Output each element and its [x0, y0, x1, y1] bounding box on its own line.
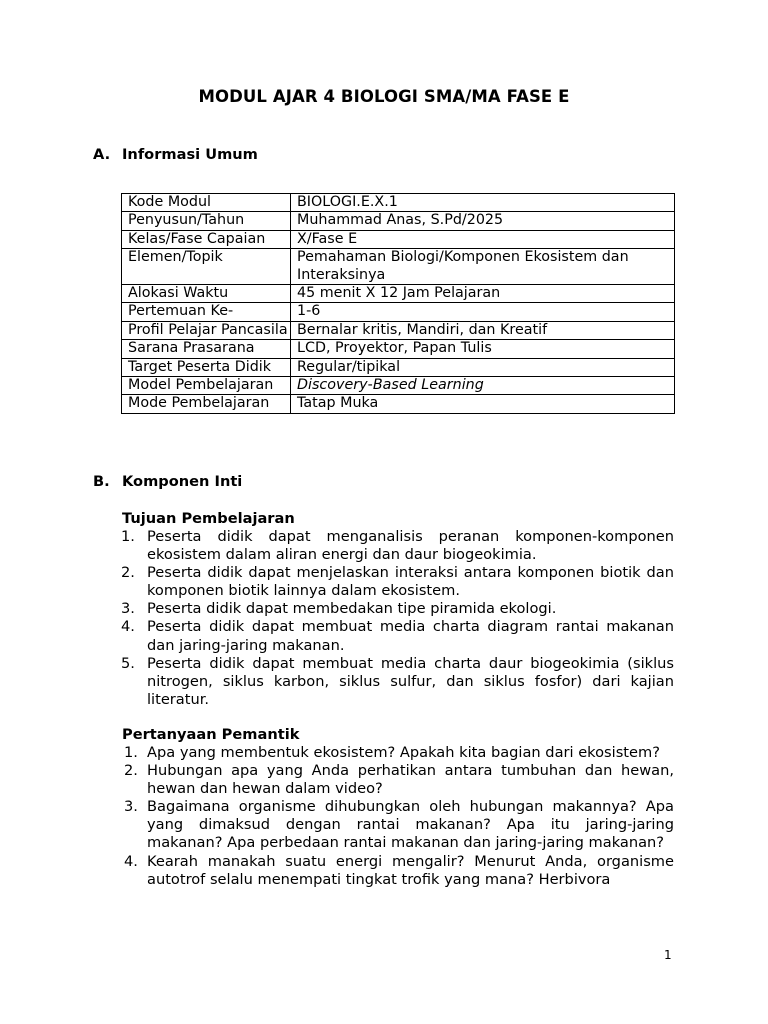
list-item	[121, 762, 674, 798]
list-item	[121, 853, 674, 889]
section-b-title: Komponen Inti	[122, 473, 243, 490]
table-row	[122, 340, 675, 358]
list-item	[121, 798, 674, 852]
section-a-heading	[93, 146, 258, 163]
table-key: Kelas/Fase Capaian	[122, 230, 291, 248]
list-number: 4.	[121, 618, 135, 636]
list-text: Hubungan apa yang Anda perhatikan antara tumbuhan dan hewan, hewan dan hewan dalam video?	[147, 762, 674, 798]
table-row	[122, 321, 675, 339]
table-value: Bernalar kritis, Mandiri, dan Kreatif	[291, 321, 675, 339]
list-number: 5.	[121, 654, 135, 672]
table-value: LCD, Proyektor, Papan Tulis	[291, 340, 675, 358]
table-row	[122, 377, 675, 395]
table-key: Profil Pelajar Pancasila	[122, 321, 291, 339]
table-key: Model Pembelajaran	[122, 377, 291, 395]
table-row	[122, 249, 675, 285]
list-text: Peserta didik dapat membuat media charta diagram rantai makanan dan jaring-jaring makanan.	[147, 618, 674, 654]
table-key: Mode Pembelajaran	[122, 395, 291, 413]
section-a-letter: A.	[93, 146, 111, 163]
list-text: Peserta didik dapat menganalisis peranan komponen-komponen ekosistem dalam aliran energi dan daur biogeokimia.	[147, 528, 674, 564]
table-value: 1-6	[291, 303, 675, 321]
table-row	[122, 395, 675, 413]
list-text: Apa yang membentuk ekosistem? Apakah kita bagian dari ekosistem?	[147, 744, 660, 761]
tujuan-list	[121, 528, 674, 709]
list-number: 3.	[121, 600, 135, 618]
value-separator: -	[367, 377, 373, 394]
table-value: Tatap Muka	[291, 395, 675, 413]
table-row	[122, 230, 675, 248]
table-key: Kode Modul	[122, 194, 291, 212]
pemantik-heading: Pertanyaan Pemantik	[122, 726, 300, 743]
table-key: Penyusun/Tahun	[122, 212, 291, 230]
table-row	[122, 212, 675, 230]
table-key: Elemen/Topik	[122, 249, 291, 285]
list-number: 2.	[124, 762, 138, 780]
table-key: Pertemuan Ke-	[122, 303, 291, 321]
list-text: Peserta didik dapat membedakan tipe piramida ekologi.	[147, 600, 557, 618]
table-key: Alokasi Waktu	[122, 285, 291, 303]
table-value: 45 menit X 12 Jam Pelajaran	[291, 285, 675, 303]
document-title: MODUL AJAR 4 BIOLOGI SMA/MA FASE E	[198, 87, 570, 106]
list-number: 1.	[124, 744, 138, 761]
list-number: 1.	[121, 528, 135, 545]
table-row	[122, 194, 675, 212]
table-value	[291, 377, 675, 395]
list-number: 2.	[121, 564, 135, 582]
table-value: X/Fase E	[291, 230, 675, 248]
value-italic-part: Discovery	[297, 377, 368, 394]
list-number: 3.	[124, 798, 138, 816]
page-number: 1	[664, 948, 672, 962]
value-italic-part: Based Learning	[372, 377, 484, 394]
section-b-letter: B.	[93, 473, 110, 490]
table-row	[122, 285, 675, 303]
list-number: 4.	[124, 852, 138, 870]
table-row	[122, 303, 675, 321]
table-value: Pemahaman Biologi/Komponen Ekosistem dan Interaksinya	[291, 249, 675, 285]
list-item	[121, 655, 674, 709]
info-table	[121, 193, 675, 414]
list-text: Peserta didik dapat menjelaskan interaksi antara komponen biotik dan komponen biotik lainnya dalam ekosistem.	[147, 564, 674, 600]
list-item	[121, 564, 674, 600]
pemantik-list	[121, 744, 674, 889]
list-item	[121, 600, 674, 618]
list-item	[121, 744, 674, 762]
table-key: Target Peserta Didik	[122, 358, 291, 376]
tujuan-heading: Tujuan Pembelajaran	[122, 510, 295, 527]
table-value: Muhammad Anas, S.Pd/2025	[291, 212, 675, 230]
section-b-heading	[93, 473, 242, 490]
table-value: Regular/tipikal	[291, 358, 675, 376]
list-item	[121, 618, 674, 654]
list-text: Peserta didik dapat membuat media charta daur biogeokimia (siklus nitrogen, siklus karbon, siklus sulfur, dan siklus fosfor) dari kajian literatur.	[147, 654, 674, 708]
list-item	[121, 528, 674, 564]
section-a-title: Informasi Umum	[122, 146, 258, 163]
list-text: Kearah manakah suatu energi mengalir? Menurut Anda, organisme autotrof selalu menempati tingkat trofik yang mana? Herbivora	[147, 852, 674, 888]
table-key: Sarana Prasarana	[122, 340, 291, 358]
table-value: BIOLOGI.E.X.1	[291, 194, 675, 212]
table-row	[122, 358, 675, 376]
list-text: Bagaimana organisme dihubungkan oleh hubungan makannya? Apa yang dimaksud dengan rantai makanan? Apa itu jaring-jaring makanan? Apa perbedaan rantai makanan dan jaring-jaring makanan?	[147, 798, 674, 852]
